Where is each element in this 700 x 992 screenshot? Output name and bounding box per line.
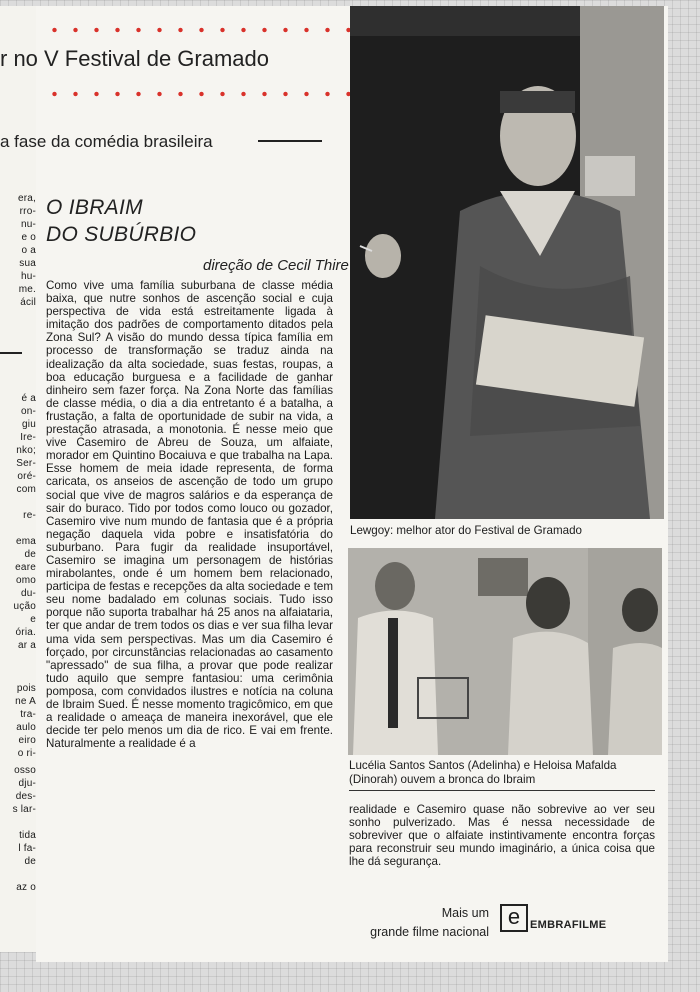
left-text-block-2: [0, 392, 36, 652]
left-fragment-line: s lar-: [12, 804, 36, 815]
photo-lewgoy-illustration: [350, 6, 664, 519]
film-title-line-1: O IBRAIM: [46, 196, 143, 219]
left-fragment-line: du-: [20, 588, 36, 599]
left-fragment-line: e o: [21, 232, 36, 243]
photo-caption-1: Lewgoy: melhor ator do Festival de Gramado: [350, 524, 582, 537]
promo-line-1: Mais um: [441, 906, 489, 920]
left-text-block-3: [0, 682, 36, 760]
left-fragment-line: de: [24, 549, 36, 560]
left-fragment-line: hu-: [20, 271, 36, 282]
left-fragment-line: aulo: [16, 722, 36, 733]
logo-letter: e: [507, 904, 521, 929]
left-fragment-line: é a: [21, 393, 36, 404]
left-fragment-line: rro-: [19, 206, 36, 217]
promo-line-2: grande filme nacional: [370, 925, 489, 939]
left-fragment-line: Ser-: [16, 458, 36, 469]
embrafilme-logo-icon: [500, 904, 528, 932]
embrafilme-brand: EMBRAFILME: [530, 919, 607, 931]
left-divider: [0, 352, 22, 354]
left-fragment-line: o a: [21, 245, 36, 256]
section-subtitle: a fase da comédia brasileira: [0, 132, 213, 151]
director-credit: direção de Cecil Thire: [203, 257, 349, 274]
film-title: [46, 194, 196, 248]
left-fragment-line: Ire-: [20, 432, 36, 443]
left-fragment-line: nko;: [16, 445, 36, 456]
caption-rule: [349, 790, 655, 791]
dotted-border-bottom: [44, 91, 360, 97]
photo-lewgoy: [350, 6, 664, 519]
left-fragment-line: on-: [20, 406, 36, 417]
left-fragment-line: de: [24, 856, 36, 867]
festival-title: r no V Festival de Gramado: [0, 46, 270, 71]
left-fragment-line: tra-: [20, 709, 36, 720]
left-fragment-line: eare: [15, 562, 36, 573]
left-fragment-line: [0, 868, 36, 881]
film-title-line-2: DO SUBÚRBIO: [46, 223, 197, 246]
left-fragment-line: giu: [22, 419, 36, 430]
photo-family-scene: [348, 548, 662, 755]
left-fragment-line: ar a: [17, 640, 36, 651]
left-fragment-line: [0, 816, 36, 829]
left-fragment-line: l fa-: [18, 843, 36, 854]
photo-caption-2: Lucélia Santos Santos (Adelinha) e Heloisa Mafalda (Dinorah) ouvem a bronca do Ibraim: [349, 759, 617, 786]
left-fragment-line: osso: [14, 765, 36, 776]
left-fragment-line: e: [30, 614, 36, 625]
left-fragment-line: ução: [13, 601, 36, 612]
left-fragment-line: dju-: [18, 778, 36, 789]
dotted-border-top: [44, 27, 360, 33]
left-fragment-line: az o: [16, 882, 36, 893]
left-fragment-line: tida: [19, 830, 36, 841]
left-fragment-line: ema: [15, 536, 36, 547]
left-fragment-line: re-: [23, 510, 36, 521]
promo-text: [349, 904, 489, 942]
left-fragment-line: eiro: [18, 735, 36, 746]
left-fragment-line: me.: [18, 284, 36, 295]
left-fragment-line: com: [16, 484, 36, 495]
left-fragment-line: era,: [17, 193, 36, 204]
photo-family-scene-illustration: [348, 548, 662, 755]
left-text-block-4: [0, 764, 36, 894]
left-fragment-line: des-: [15, 791, 36, 802]
left-fragment-line: pois: [16, 683, 36, 694]
left-fragment-line: omo: [15, 575, 36, 586]
left-text-block-1: [0, 192, 36, 309]
left-fragment-line: o ri-: [17, 748, 36, 759]
left-fragment-line: [0, 496, 36, 509]
left-fragment-line: ne A: [15, 696, 36, 707]
left-fragment-line: ória.: [15, 627, 36, 638]
left-fragment-line: oré-: [17, 471, 36, 482]
article-body-right: realidade e Casemiro quase não sobrevive ao ver seu sonho pulverizado. Mas é nessa necessidade de sobreviver que o alfaiate instintivamente encontra forças para reconstruir seu mundo imaginário, a única coisa que lhe dá segurança.: [349, 803, 655, 869]
left-fragment-line: [0, 522, 36, 535]
left-fragment-line: nu-: [20, 219, 36, 230]
left-fragment-line: ácil: [20, 297, 36, 308]
article-body-left: Como vive uma família suburbana de classe média baixa, que nutre sonhos de ascenção social e cuja perspectiva de vida está estreitamente ligada à imitação dos padrões de comportamento ditados pela Zona Sul? A visão do mundo dessa típica família em processo de transformação se traduz ainda na idealização da alta sociedade, suas festas, roupas, a boa educação burguesa e a facilidade de ganhar dinheiro sem fazer força. Na Zona Norte das famílias de classe média, o dia a dia entretanto é a batalha, a frustação, a falta de oportunidade de subir na vida, a prestação atrasada, a monotonia. É nesse meio que vive Casemiro de Abreu de Souza, um alfaiate, morador em Quintino Bocaiuva e que trabalha na Lapa. Esse homem de meia idade representa, de forma caricata, os anseios de ascenção de todo um grupo social que vive de magros salários e da esperança de sair do buraco. Tido por todos como louco ou gozador, Casemiro vive num mundo de fantasia que é a própria negação daquela vida pobre e insatisfatória do suburbano. Para fugir da realidade insuportável, Casemiro se imagina um personagem de histórias mirabolantes, onde é um homem bem relacionado, participa de festas e recepções da alta sociedade e tem seu nome badalado em colunas sociais. Tudo isso porque não suporta trabalhar há 25 anos na alfaiataria, ter que andar de trem todos os dias e ver sua filha levar uma vida sem perspectivas. Mas um dia Casemiro é forçado, por circunstâncias relacionadas ao casamento "apressado" de sua filha, a provar que pode realizar tudo aquilo que sempre fantasiou: uma cerimônia pomposa, com convidados ilustres e notícia na coluna de Ibraim Sued. É nesse momento tragicômico, em que a realidade o ameaça de maneira inexorável, que ele decide ter pelo menos um dia de rico. E vai em frente. Naturalmente a realidade é a: [46, 279, 333, 751]
subtitle-rule: [258, 140, 322, 142]
left-fragment-line: sua: [19, 258, 36, 269]
